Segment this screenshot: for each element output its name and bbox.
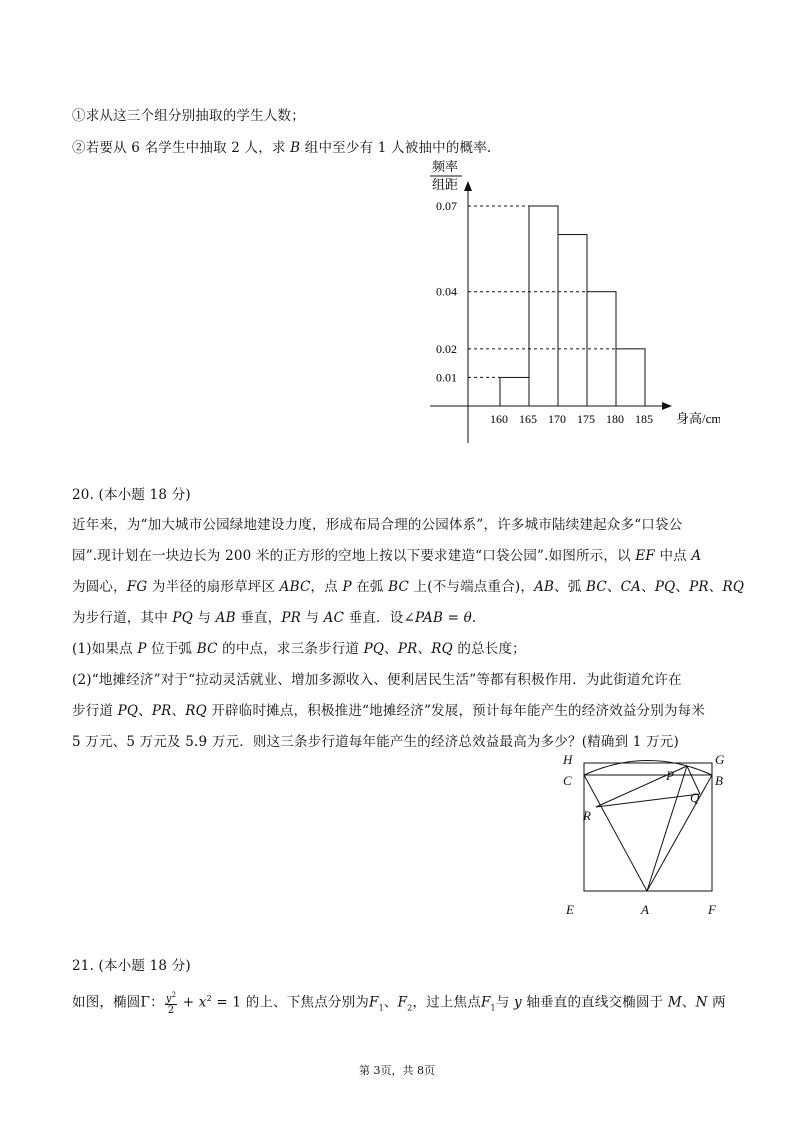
label-c: C xyxy=(563,773,572,788)
q20-sub2-line-1: (2)“地摊经济”对于“拉动灵活就业、增加多源收入、便利居民生活”等都有积极作用．为此街道允许在 xyxy=(72,672,682,688)
x-tick-label: 165 xyxy=(519,412,537,426)
height-histogram xyxy=(400,155,720,454)
park-geometry-figure xyxy=(555,748,735,927)
x-axis-label: 身高/cm xyxy=(676,411,720,426)
y-axis-arrow xyxy=(464,181,472,191)
q20-para-line-1: 近年来，为“加大城市公园绿地建设力度，形成布局合理的公园体系”，许多城市陆续建起众多“口袋公 xyxy=(72,517,683,533)
q20-para-line-2: 园”.现计划在一块边长为 200 米的正方形的空地上按以下要求建造“口袋公园”.如图所示，以 EF 中点 A xyxy=(72,548,702,564)
park-geometry-svg xyxy=(555,748,735,923)
segment-ap xyxy=(647,766,687,891)
q20-sub2-line-3: 5 万元、5 万元及 5.9 万元．则这三条步行道每年能产生的经济总效益最高为多少？(精确到 1 万元) xyxy=(72,734,679,750)
x-tick-label: 180 xyxy=(606,412,624,426)
label-f: F xyxy=(708,902,716,917)
histogram-bar xyxy=(529,206,558,406)
label-a: A xyxy=(641,902,649,917)
x-tick-label: 175 xyxy=(577,412,595,426)
x-tick-label: 160 xyxy=(490,412,508,426)
page-footer: 第 3页，共 8页 xyxy=(359,1064,435,1077)
histogram-bar xyxy=(558,235,587,406)
label-e: E xyxy=(566,902,574,917)
label-g: G xyxy=(715,752,725,767)
label-h: H xyxy=(563,752,573,767)
fraction-y2-over-2: $\frac{y^2}{2}$ xyxy=(165,991,177,1017)
q20-heading: 20. (本小题 18 分) xyxy=(72,487,191,503)
histogram-bar xyxy=(500,377,529,406)
label-b: B xyxy=(715,773,723,788)
q20-para-line-3: 为圆心，FG 为半径的扇形草坪区 ABC，点 P 在弧 BC 上(不与端点重合)，AB、弧 BC、CA、PQ、PR、RQ xyxy=(72,579,745,595)
q21-heading: 21. (本小题 18 分) xyxy=(72,958,191,974)
q21-line-1: 如图，椭圆Γ： $\frac{y^2}{2}$ + $x^2 = 1$ 的上、下焦点分别为$F_1$、$F_2$，过上焦点$F_1$与 y 轴垂直的直线交椭圆于 M、N 两 xyxy=(72,991,726,1017)
y-tick-label: 0.04 xyxy=(436,284,457,299)
q19-sub1: ①求从这三个组分别抽取的学生人数； xyxy=(72,108,305,124)
y-tick-label: 0.02 xyxy=(436,341,457,356)
q20-sub1: (1)如果点 P 位于弧 BC 的中点，求三条步行道 PQ、PR、RQ 的总长度； xyxy=(72,641,526,657)
q20-sub2-line-2: 步行道 PQ、PR、RQ 开辟临时摊点，积极推进“地摊经济”发展，预计每年能产生的经济效益分别为每米 xyxy=(72,703,706,719)
label-p: P xyxy=(666,768,674,783)
histogram-svg xyxy=(400,155,720,450)
q20-para-line-4: 为步行道，其中 PQ 与 AB 垂直，PR 与 AC 垂直．设∠PAB = θ. xyxy=(72,610,477,626)
segment-ab xyxy=(647,775,712,891)
histogram-bar xyxy=(616,349,645,406)
x-axis-arrow xyxy=(662,402,672,410)
square-efgh xyxy=(584,763,712,891)
x-tick-label: 185 xyxy=(635,412,653,426)
label-q: Q xyxy=(690,790,700,805)
x-tick-label: 170 xyxy=(548,412,566,426)
y-axis-label-bottom: 组距 xyxy=(432,177,459,192)
label-r: R xyxy=(583,808,591,823)
y-axis-label-top: 频率 xyxy=(432,159,459,174)
y-tick-label: 0.01 xyxy=(436,370,457,385)
y-tick-label: 0.07 xyxy=(436,199,457,213)
q19-sub2: ②若要从 6 名学生中抽取 2 人，求 B 组中至少有 1 人被抽中的概率. xyxy=(72,140,492,156)
segment-ca xyxy=(584,775,647,891)
